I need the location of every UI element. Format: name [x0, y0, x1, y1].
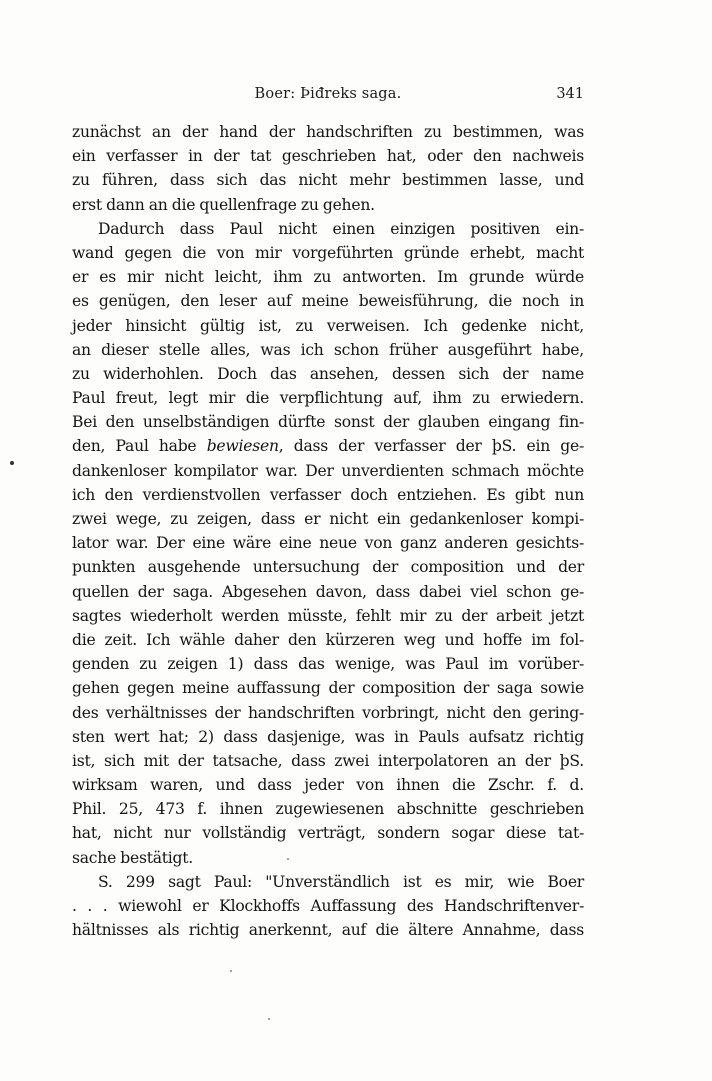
text-line: sten wert hat; 2) dass dasjenige, was in Pauls aufsatz richtig [72, 727, 584, 746]
text-line: genden zu zeigen 1) dass das wenige, was Paul im vorüber- [72, 655, 584, 674]
text-line: zu führen, dass sich das nicht mehr bestimmen lasse, und [72, 171, 584, 190]
text-line: erst dann an die quellenfrage zu gehen. [72, 195, 375, 214]
text-line: lator war. Der eine wäre eine neue von ganz anderen gesichts- [72, 534, 584, 553]
margin-dot [10, 461, 14, 465]
text-line: hältnisses als richtig anerkennt, auf die ältere Annahme, dass [72, 921, 584, 940]
text-line: gehen gegen meine auffassung der composition der saga sowie [72, 679, 584, 698]
text-line: hat, nicht nur vollständig verträgt, sondern sogar diese tat- [72, 824, 584, 843]
running-header [72, 86, 584, 110]
paper-speck [287, 858, 289, 860]
text-line: wand gegen die von mir vorgeführten gründe erhebt, macht [72, 243, 584, 262]
text-line: wirksam waren, und dass jeder von ihnen die Zschr. f. d. [72, 776, 584, 795]
text-line: des verhältnisses der handschriften vorbringt, nicht den gering- [72, 703, 584, 722]
text-line: dankenloser kompilator war. Der unverdienten schmach möchte [72, 461, 584, 480]
text-line: sache bestätigt. [72, 848, 193, 867]
text-line: S. 299 sagt Paul: "Unverständlich ist es mir, wie Boer [98, 872, 584, 891]
text-line: quellen der saga. Abgesehen davon, dass dabei viel schon ge- [72, 582, 584, 601]
text-line: sagtes wiederholt werden müsste, fehlt mir zu der arbeit jetzt [72, 606, 584, 625]
text-line: Dadurch dass Paul nicht einen einzigen positiven ein- [98, 219, 584, 238]
running-title: Boer: Þiđreks saga. [254, 86, 402, 102]
text-run: den, Paul habe [72, 437, 207, 456]
text-line: punkten ausgehende untersuchung der composition und der [72, 558, 584, 577]
text-line: zunächst an der hand der handschriften zu bestimmen, was [72, 123, 584, 141]
text-line: Bei den unselbständigen dürfte sonst der glauben eingang fin- [72, 413, 584, 432]
text-line: jeder hinsicht gültig ist, zu verweisen. Ich gedenke nicht, [72, 316, 584, 335]
text-line: ist, sich mit der tatsache, dass zwei interpolatoren an der þS. [72, 751, 584, 770]
body-text [72, 120, 584, 942]
text-line: an dieser stelle alles, was ich schon früher ausgeführt habe, [72, 340, 584, 359]
emphasized-word: bewiesen [206, 437, 279, 456]
text-line: Phil. 25, 473 f. ihnen zugewiesenen abschnitte geschrieben [72, 800, 584, 819]
text-line: er es mir nicht leicht, ihm zu antworten. Im grunde würde [72, 268, 584, 287]
text-line: ich den verdienstvollen verfasser doch entziehen. Es gibt nun [72, 485, 584, 504]
text-line: ein verfasser in der tat geschrieben hat, oder den nachweis [72, 147, 584, 166]
text-line: zu widerhohlen. Doch das ansehen, dessen sich der name [72, 364, 584, 383]
text-line: Paul freut, legt mir die verpflichtung auf, ihm zu erwiedern. [72, 389, 584, 408]
text-run: , dass der verfasser der þS. ein ge- [278, 437, 584, 456]
text-line: . . . wiewohl er Klockhoffs Auffassung des Handschriftenver- [72, 897, 584, 915]
paper-speck [268, 1018, 270, 1020]
text-line-mixed [72, 434, 584, 458]
paper-speck [230, 970, 232, 972]
text-line: die zeit. Ich wähle daher den kürzeren weg und hoffe im fol- [72, 630, 584, 649]
page-number: 341 [556, 86, 584, 102]
text-line: zwei wege, zu zeigen, dass er nicht ein gedankenloser kompi- [72, 510, 584, 528]
text-line: es genügen, den leser auf meine beweisführung, die noch in [72, 292, 584, 311]
